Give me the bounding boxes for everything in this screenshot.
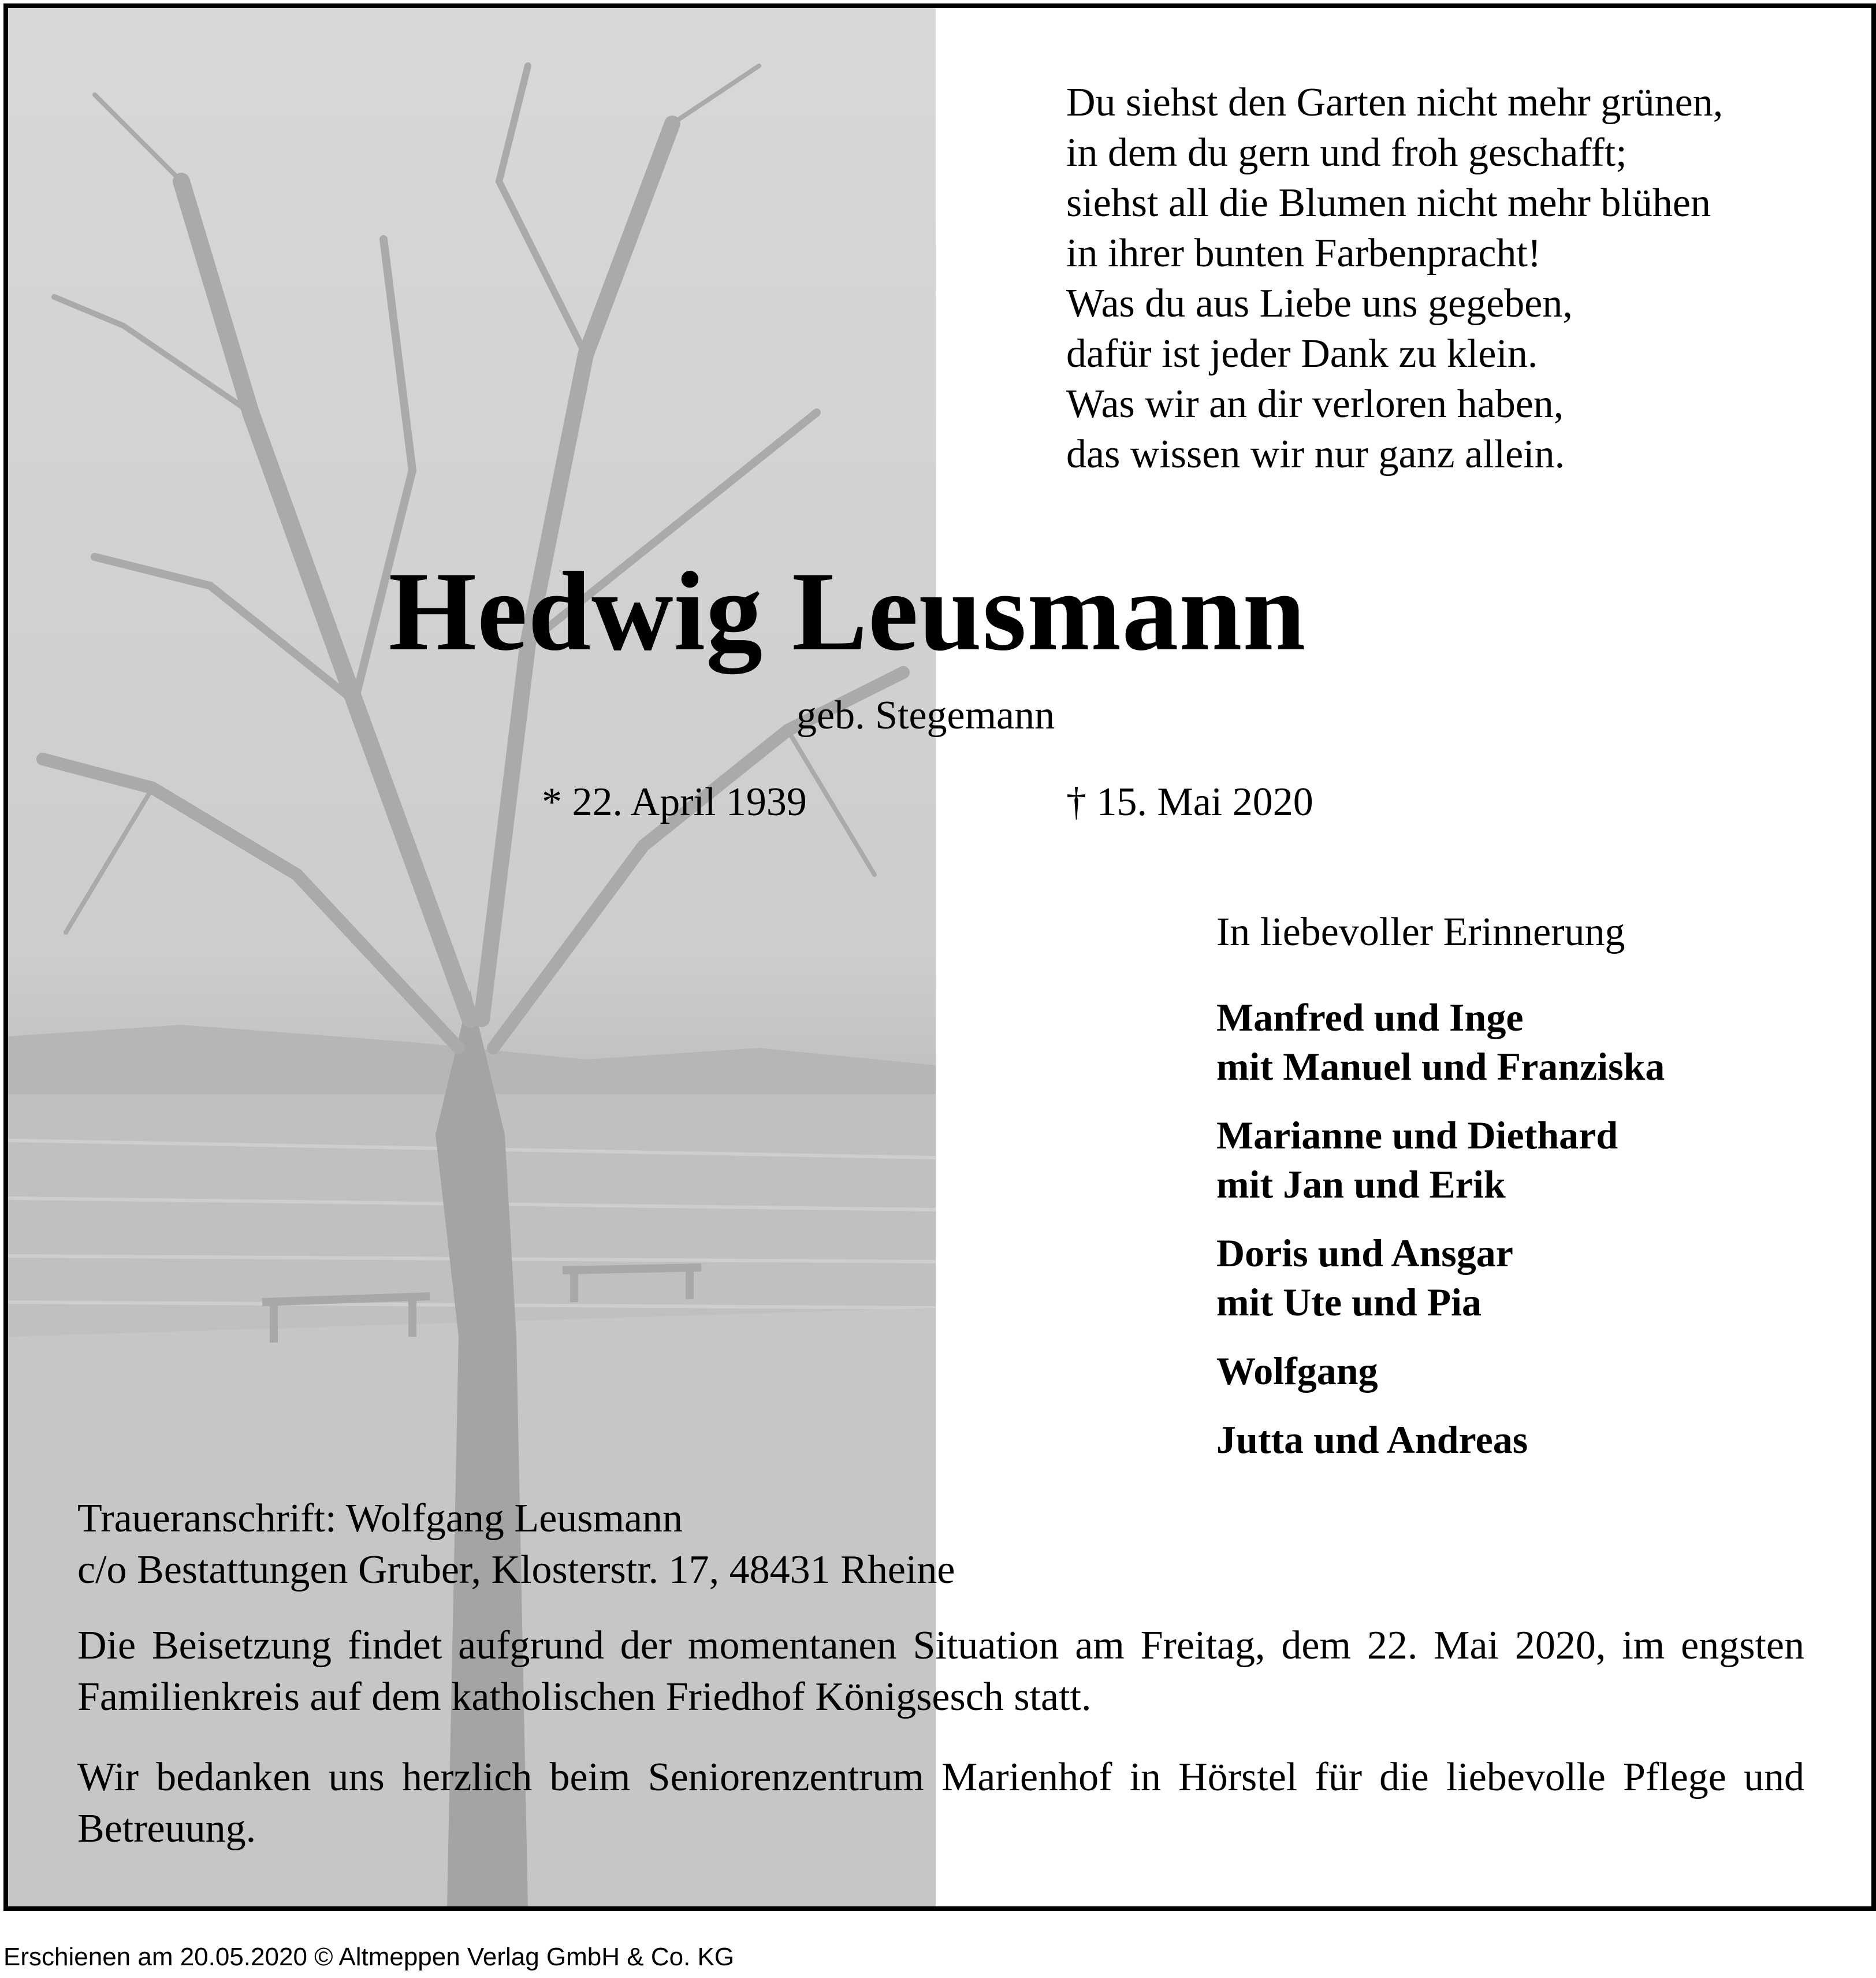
publication-footer: Erschienen am 20.05.2020 © Altmeppen Verlag GmbH & Co. KG: [3, 1943, 735, 1971]
family-group: [1216, 1229, 1852, 1327]
deceased-name: Hedwig Leusmann: [388, 549, 1306, 674]
family-line: mit Ute und Pia: [1216, 1280, 1482, 1324]
mourning-address: [77, 1493, 955, 1596]
poem: [1066, 77, 1846, 479]
poem-line: in dem du gern und froh geschafft;: [1066, 131, 1627, 175]
family-line: mit Jan und Erik: [1216, 1162, 1506, 1206]
family-line: Marianne und Diethard: [1216, 1113, 1618, 1157]
poem-line: dafür ist jeder Dank zu klein.: [1066, 332, 1538, 376]
family-line: Jutta und Andreas: [1216, 1418, 1528, 1462]
thanks-notice: Wir bedanken uns herzlich beim Seniorenzentrum Marienhof in Hörstel für die liebevolle Pflege und Betreuung.: [77, 1755, 1804, 1851]
family-group: [1216, 993, 1852, 1091]
poem-line: das wissen wir nur ganz allein.: [1066, 432, 1565, 477]
birth-date: * 22. April 1939: [542, 780, 807, 824]
family-group: [1216, 1111, 1852, 1209]
address-line: Traueranschrift: Wolfgang Leusmann: [77, 1496, 683, 1541]
poem-line: Was du aus Liebe uns gegeben,: [1066, 281, 1573, 326]
family-line: Manfred und Inge: [1216, 995, 1524, 1039]
poem-line: Was wir an dir verloren haben,: [1066, 382, 1564, 426]
funeral-notice: Die Beisetzung findet aufgrund der momentanen Situation am Freitag, dem 22. Mai 2020, im engsten Familienkreis auf dem katholischen Friedhof Königsesch statt.: [77, 1623, 1804, 1719]
family-line: mit Manuel und Franziska: [1216, 1044, 1665, 1088]
family-line: Wolfgang: [1216, 1349, 1378, 1393]
death-date: † 15. Mai 2020: [1066, 780, 1313, 824]
family-group: [1216, 1347, 1852, 1396]
deceased-name-block: [8, 545, 1871, 678]
family-list: [1216, 993, 1852, 1484]
poem-line: in ihrer bunten Farbenpracht!: [1066, 231, 1542, 276]
birth-name: geb. Stegemann: [796, 693, 1055, 738]
poem-line: siehst all die Blumen nicht mehr blühen: [1066, 181, 1711, 225]
family-line: Doris und Ansgar: [1216, 1231, 1513, 1275]
family-group: [1216, 1415, 1852, 1464]
address-line: c/o Bestattungen Gruber, Klosterstr. 17, 48431 Rheine: [77, 1548, 955, 1592]
poem-line: Du siehst den Garten nicht mehr grünen,: [1066, 80, 1724, 125]
obituary-frame: [3, 3, 1876, 1911]
memory-heading: In liebevoller Erinnerung: [1216, 910, 1625, 954]
